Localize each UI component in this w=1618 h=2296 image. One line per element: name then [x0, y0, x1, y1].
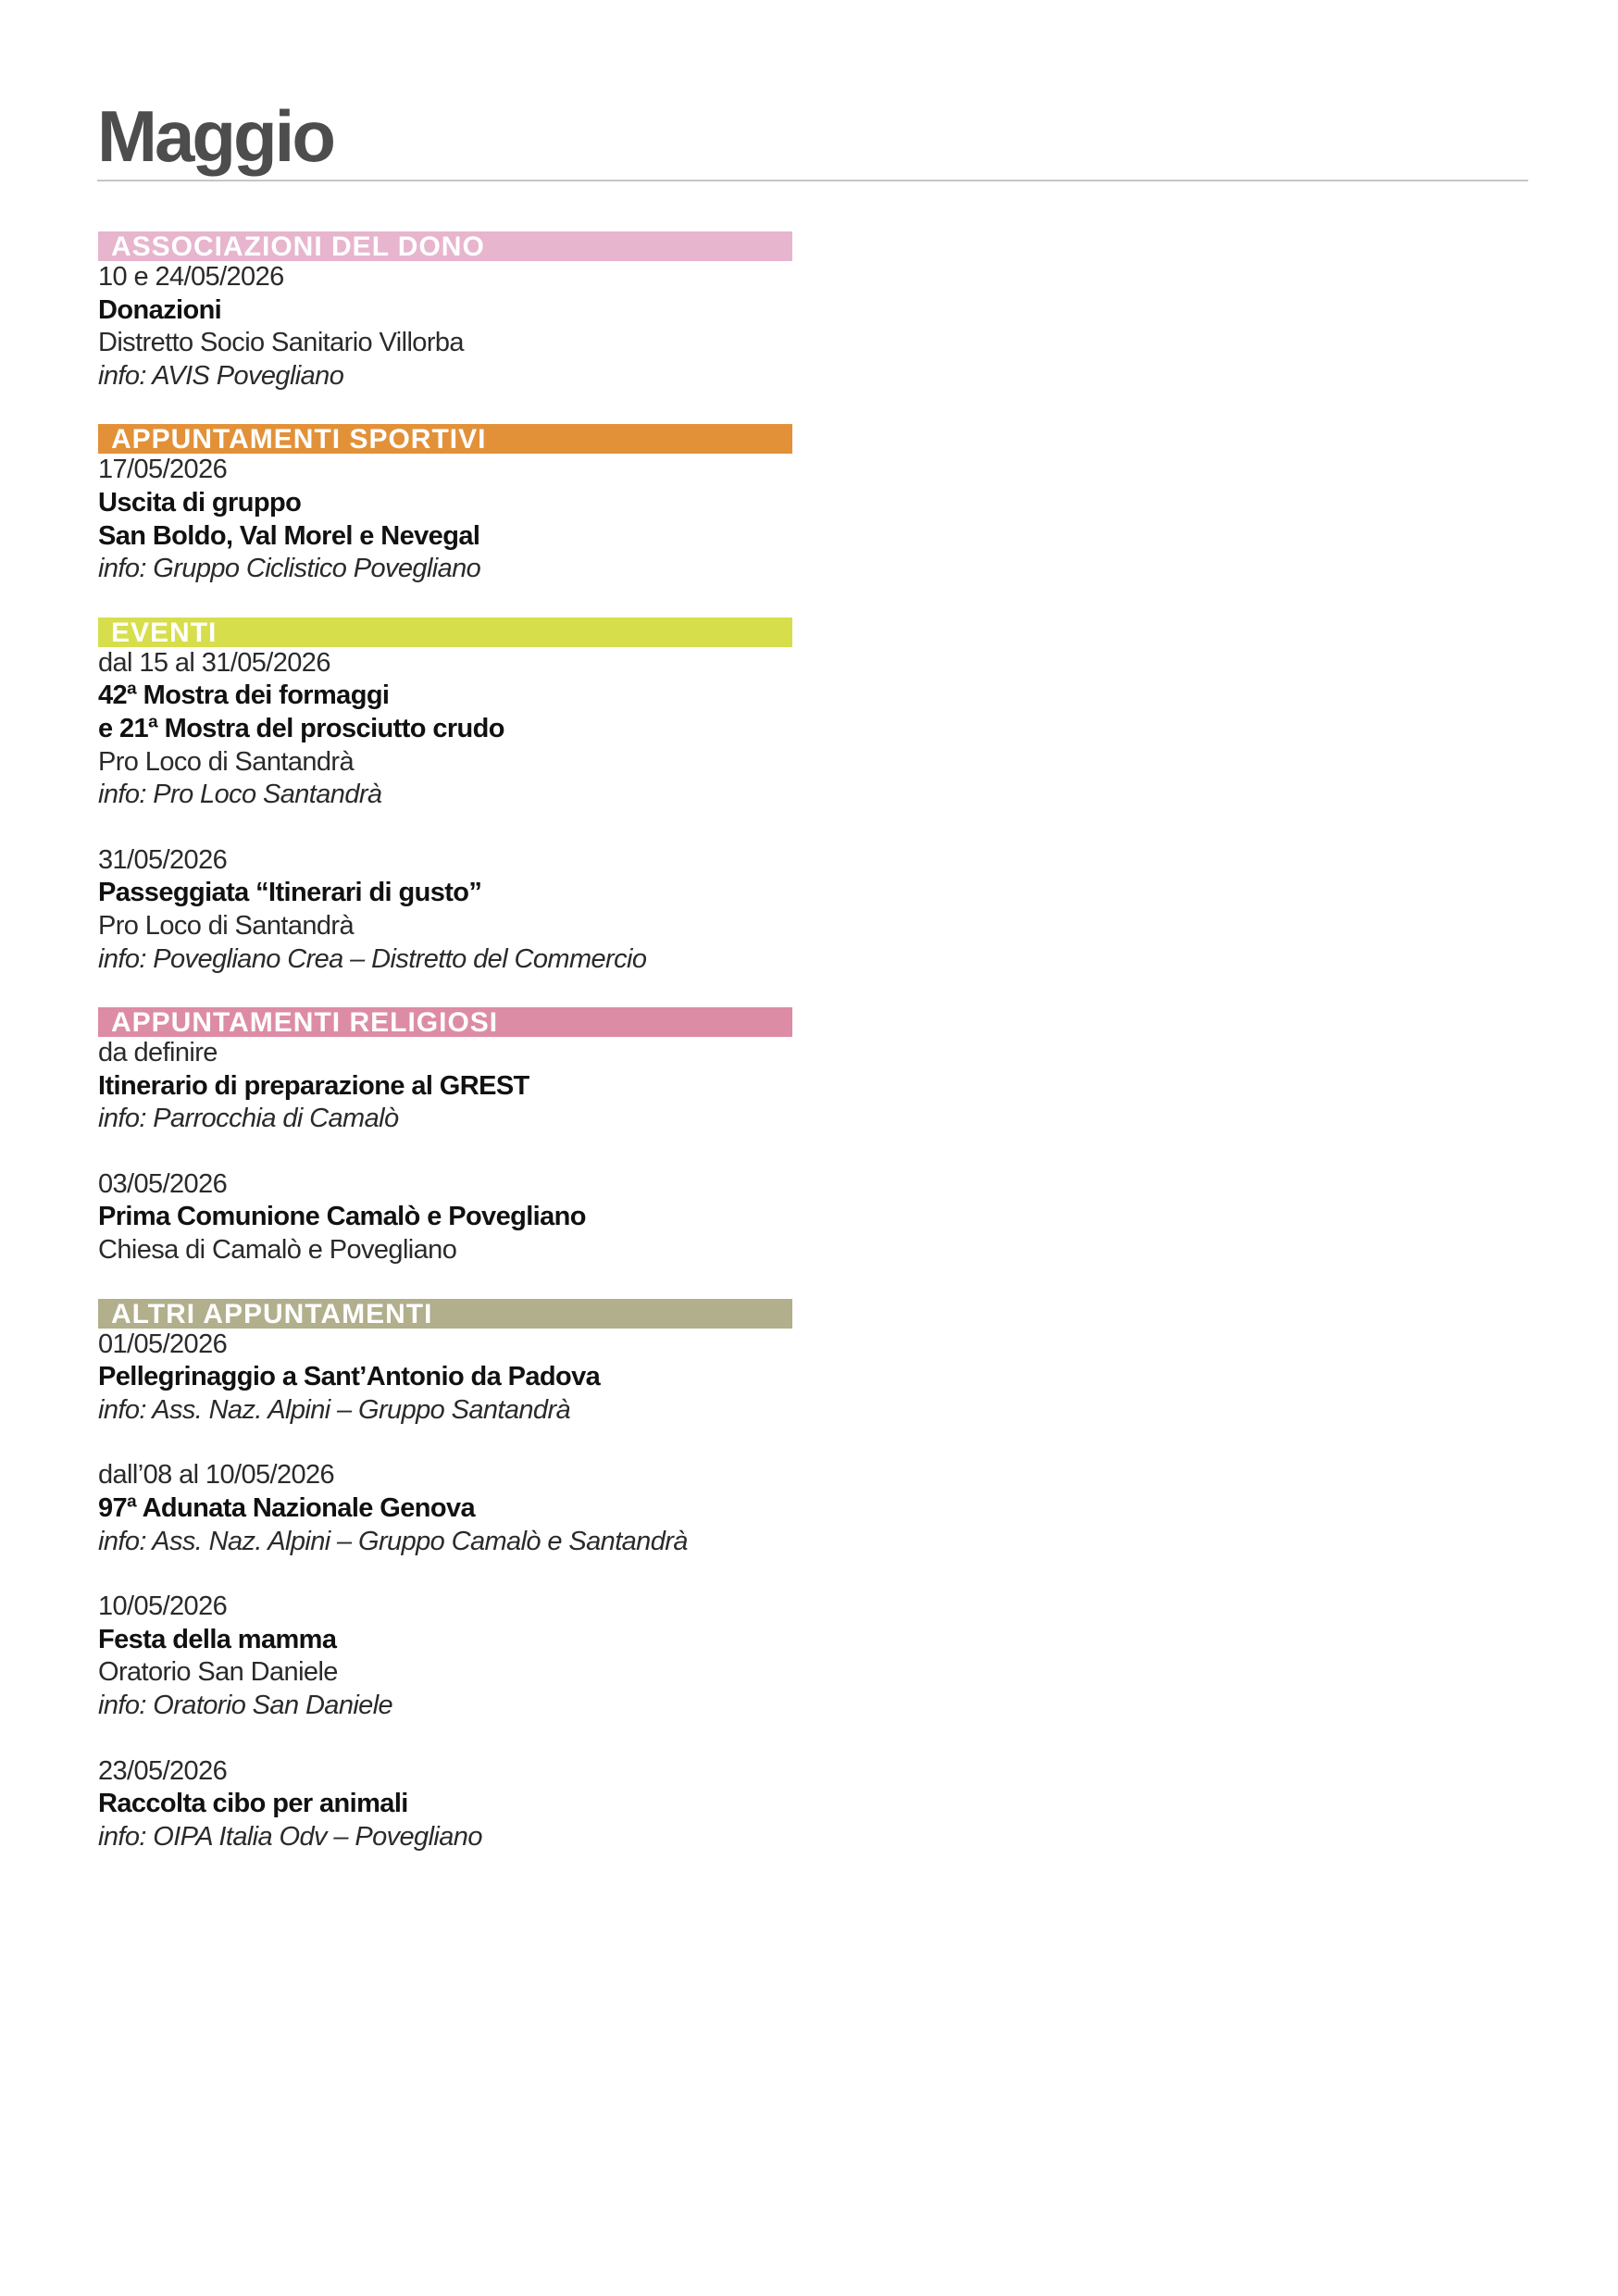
event-info: info: Ass. Naz. Alpini – Gruppo Camalò e Santandrà: [98, 1526, 688, 1556]
event-location: Pro Loco di Santandrà: [98, 910, 354, 941]
event-location: Oratorio San Daniele: [98, 1657, 338, 1688]
section-appuntamenti-sportivi: [98, 424, 1024, 585]
event-title: Donazioni: [98, 294, 222, 325]
event-date: 10/05/2026: [98, 1591, 228, 1622]
page-title: Maggio: [97, 95, 333, 177]
event-entry: [98, 454, 1024, 585]
title-divider: [97, 180, 1528, 181]
event-entry: [98, 1591, 1024, 1722]
event-title: Prima Comunione Camalò e Povegliano: [98, 1202, 586, 1232]
event-title: Uscita di gruppo: [98, 487, 302, 518]
event-location: Distretto Socio Sanitario Villorba: [98, 328, 464, 358]
event-date: da definire: [98, 1038, 218, 1068]
section-header: APPUNTAMENTI RELIGIOSI: [98, 1007, 792, 1037]
event-info: info: Ass. Naz. Alpini – Gruppo Santandrà: [98, 1394, 571, 1425]
event-title: 97ª Adunata Nazionale Genova: [98, 1493, 476, 1524]
event-title: Festa della mamma: [98, 1624, 337, 1654]
event-entry: [98, 1459, 1024, 1558]
event-date: 31/05/2026: [98, 844, 228, 875]
event-title: San Boldo, Val Morel e Nevegal: [98, 520, 480, 551]
event-info: info: Gruppo Ciclistico Povegliano: [98, 554, 481, 584]
section-header: APPUNTAMENTI SPORTIVI: [98, 424, 792, 454]
event-info: info: Oratorio San Daniele: [98, 1691, 393, 1720]
section-associazioni-del-dono: [98, 231, 1024, 393]
event-entry: [98, 1329, 1024, 1428]
event-info: info: OIPA Italia Odv – Povegliano: [98, 1821, 482, 1852]
event-date: 10 e 24/05/2026: [98, 262, 284, 292]
section-eventi: [98, 618, 1024, 976]
event-location: Pro Loco di Santandrà: [98, 746, 354, 777]
event-title: Passeggiata “Itinerari di gusto”: [98, 878, 482, 908]
event-title: Itinerario di preparazione al GREST: [98, 1070, 529, 1101]
event-date: 03/05/2026: [98, 1168, 228, 1199]
section-appuntamenti-religiosi: [98, 1007, 1024, 1267]
section-header: ALTRI APPUNTAMENTI: [98, 1299, 792, 1329]
event-date: dal 15 al 31/05/2026: [98, 647, 330, 678]
event-entry: [98, 1037, 1024, 1136]
section-header: EVENTI: [98, 618, 792, 647]
event-date: 23/05/2026: [98, 1755, 228, 1786]
event-entry: [98, 647, 1024, 812]
event-entry: [98, 844, 1024, 976]
event-entry: [98, 1755, 1024, 1854]
event-entry: [98, 1168, 1024, 1267]
event-title: Pellegrinaggio a Sant’Antonio da Padova: [98, 1362, 601, 1392]
event-date: 17/05/2026: [98, 455, 228, 485]
event-info: info: Povegliano Crea – Distretto del Commercio: [98, 943, 647, 974]
event-date: dall’08 al 10/05/2026: [98, 1460, 335, 1491]
event-title: 42ª Mostra dei formaggi: [98, 680, 390, 711]
section-header: ASSOCIAZIONI DEL DONO: [98, 231, 792, 261]
event-date: 01/05/2026: [98, 1329, 228, 1359]
event-entry: [98, 261, 1024, 393]
event-info: info: Pro Loco Santandrà: [98, 780, 382, 810]
section-altri-appuntamenti: [98, 1299, 1024, 1854]
events-list: [98, 231, 1024, 1853]
event-title: e 21ª Mostra del prosciutto crudo: [98, 713, 504, 743]
event-info: info: Parrocchia di Camalò: [98, 1104, 399, 1134]
event-location: Chiesa di Camalò e Povegliano: [98, 1235, 457, 1266]
event-title: Raccolta cibo per animali: [98, 1789, 408, 1819]
event-info: info: AVIS Povegliano: [98, 360, 344, 391]
